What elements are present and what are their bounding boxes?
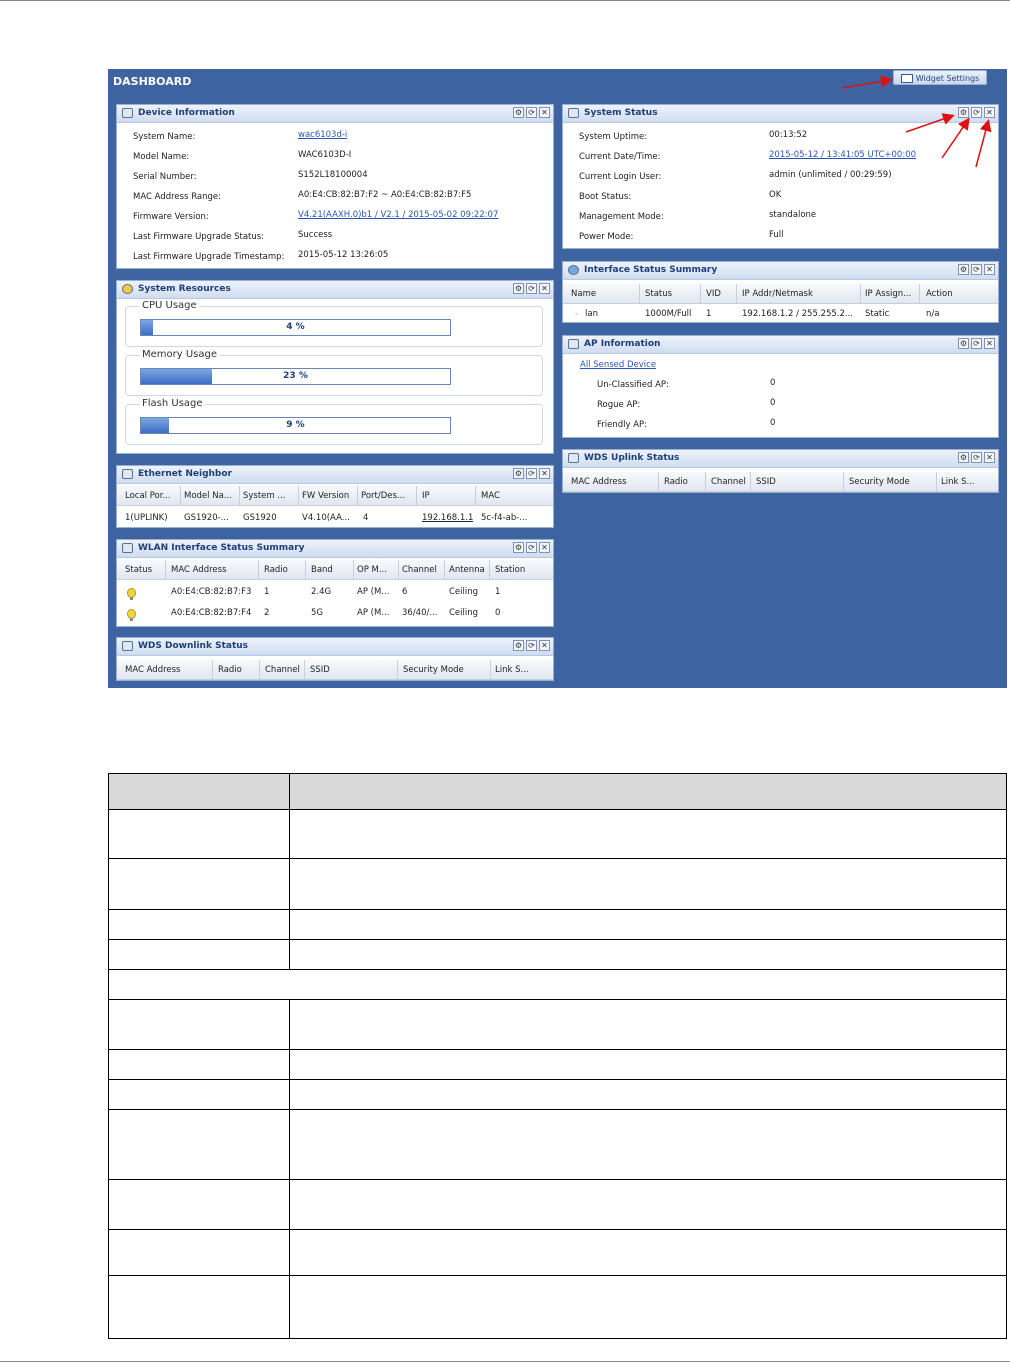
settings-gear-icon[interactable]: ⚙: [959, 453, 968, 462]
kv-value: 0: [770, 378, 776, 388]
widget-title: WDS Uplink Status: [584, 453, 680, 463]
widget-title: AP Information: [584, 339, 661, 349]
kv-label: Boot Status:: [579, 192, 632, 202]
kv-value: Full: [769, 230, 784, 240]
table-cell: [290, 774, 1007, 810]
flash-usage-box: [125, 398, 543, 445]
kv-label: Last Firmware Upgrade Status:: [133, 232, 265, 242]
flash-usage-bar: [140, 417, 451, 434]
arrow-refresh: [942, 120, 968, 158]
refresh-icon[interactable]: ⟳: [971, 264, 982, 275]
kv-value: A0:E4:CB:82:B7:F2 ~ A0:E4:CB:82:B7:F5: [298, 190, 472, 200]
ap-information-widget: [562, 335, 999, 438]
close-icon[interactable]: ✕: [984, 452, 995, 463]
kv-value: admin (unlimited / 00:29:59): [769, 170, 892, 180]
table-cell: [109, 810, 290, 859]
interface-status-widget: [562, 261, 999, 323]
widget-header: [117, 540, 553, 558]
column-header[interactable]: IP: [422, 491, 430, 501]
network-icon: [122, 543, 133, 553]
widget-title: Ethernet Neighbor: [138, 469, 232, 479]
table-cell: [109, 1000, 290, 1050]
table-cell: AP (M...: [357, 608, 390, 618]
arrow-close: [976, 122, 988, 167]
flash-usage-text: 9 %: [286, 420, 305, 430]
widget-header: [563, 450, 998, 468]
kv-label: System Uptime:: [579, 132, 648, 142]
resources-icon: [122, 284, 133, 294]
column-header[interactable]: Port/Des...: [361, 491, 406, 501]
firmware-version-link[interactable]: V4.21(AAXH.0)b1 / V2.1 / 2015-05-02 09:22:07: [298, 210, 499, 220]
dashboard-title: DASHBOARD: [113, 75, 192, 88]
column-header[interactable]: Local Por...: [125, 491, 171, 501]
column-header[interactable]: SSID: [756, 477, 776, 487]
bottom-rule: [0, 1361, 1010, 1362]
current-date-time-link[interactable]: 2015-05-12 / 13:41:05 UTC+00:00: [769, 150, 917, 160]
table-cell: [290, 1000, 1007, 1050]
table-cell: [109, 774, 290, 810]
table-cell: GS1920-...: [184, 513, 229, 523]
cpu-usage-text: 4 %: [286, 322, 305, 332]
kv-label: Serial Number:: [133, 172, 197, 182]
annotation-arrows: [0, 60, 1010, 260]
kv-label: Current Date/Time:: [579, 152, 661, 162]
table-cell: Ceiling: [449, 608, 479, 618]
column-header[interactable]: Security Mode: [403, 665, 464, 675]
ethernet-neighbor-widget: [116, 465, 554, 528]
table-cell: Static: [865, 309, 890, 319]
table-cell: 2: [264, 608, 270, 618]
table-cell: V4.10(AA...: [302, 513, 350, 523]
table-cell: 1000M/Full: [645, 309, 692, 319]
wds-uplink-widget: [562, 449, 999, 493]
kv-value: S152L18100004: [298, 170, 368, 180]
column-header[interactable]: Channel: [402, 565, 437, 575]
refresh-icon[interactable]: ⟳: [971, 107, 982, 118]
column-header[interactable]: Link S...: [941, 477, 975, 487]
column-header[interactable]: IP Addr/Netmask: [742, 289, 813, 299]
close-icon[interactable]: ✕: [539, 542, 550, 553]
settings-gear-icon[interactable]: ⚙: [514, 641, 523, 650]
close-icon[interactable]: ✕: [984, 264, 995, 275]
table-cell: AP (M...: [357, 587, 390, 597]
table-cell: [290, 1230, 1007, 1276]
memory-usage-box: [125, 349, 543, 396]
table-cell: [109, 1110, 290, 1180]
widget-header: [563, 262, 998, 280]
status-bulb-icon: [127, 588, 136, 598]
table-header: [563, 284, 998, 304]
column-header[interactable]: IP Assign...: [865, 289, 912, 299]
table-cell: [109, 1230, 290, 1276]
table-cell: 6: [402, 587, 408, 597]
table-cell: [290, 910, 1007, 940]
table-cell: 1(UPLINK): [125, 513, 168, 523]
table-cell: A0:E4:CB:82:B7:F3: [171, 587, 252, 597]
kv-value: Success: [298, 230, 333, 240]
column-header[interactable]: MAC Address: [171, 565, 227, 575]
column-header[interactable]: Channel: [711, 477, 746, 487]
column-header[interactable]: MAC: [481, 491, 500, 501]
kv-label: Firmware Version:: [133, 212, 209, 222]
column-header[interactable]: Status: [125, 565, 153, 575]
widget-title: System Resources: [138, 284, 231, 294]
column-header[interactable]: Link S...: [495, 665, 529, 675]
settings-gear-icon[interactable]: ⚙: [514, 284, 523, 293]
kv-value: 0: [770, 398, 776, 408]
refresh-icon[interactable]: ⟳: [526, 542, 537, 553]
column-header[interactable]: MAC Address: [571, 477, 627, 487]
network-icon: [122, 641, 133, 651]
table-cell: 36/40/...: [402, 608, 438, 618]
widget-header: [117, 281, 553, 299]
system-resources-widget: [116, 280, 554, 454]
table-cell: [109, 1080, 290, 1110]
kv-label: Last Firmware Upgrade Timestamp:: [133, 252, 285, 262]
kv-label: Rogue AP:: [597, 400, 641, 410]
system-name-link[interactable]: wac6103d-i: [298, 130, 348, 140]
network-icon: [122, 469, 133, 479]
globe-icon: [568, 265, 579, 275]
column-header[interactable]: Status: [645, 289, 673, 299]
table-header: [117, 660, 553, 680]
refresh-icon[interactable]: ⟳: [971, 452, 982, 463]
refresh-icon[interactable]: ⟳: [526, 640, 537, 651]
close-icon[interactable]: ✕: [539, 640, 550, 651]
column-header[interactable]: Radio: [664, 477, 688, 487]
table-cell: 5c-f4-ab-...: [481, 513, 528, 523]
widget-settings-label: Widget Settings: [915, 74, 980, 83]
kv-label: System Name:: [133, 132, 196, 142]
table-cell: [290, 1276, 1007, 1339]
table-header: [117, 560, 553, 580]
table-cell: 5G: [311, 608, 323, 618]
kv-value: standalone: [769, 210, 817, 220]
refresh-icon[interactable]: ⟳: [526, 468, 537, 479]
widget-header: [563, 336, 998, 354]
table-cell: [109, 1180, 290, 1230]
column-header[interactable]: VID: [706, 289, 721, 299]
refresh-icon[interactable]: ⟳: [526, 283, 537, 294]
table-cell: Ceiling: [449, 587, 479, 597]
network-icon: [568, 339, 579, 349]
widget-header: [117, 638, 553, 656]
settings-gear-icon[interactable]: ⚙: [959, 339, 968, 348]
table-cell: [290, 859, 1007, 910]
column-header[interactable]: OP M...: [357, 565, 387, 575]
settings-gear-icon[interactable]: ⚙: [514, 543, 523, 552]
table-cell: [290, 810, 1007, 859]
widget-title: Interface Status Summary: [584, 265, 718, 275]
all-sensed-device-link[interactable]: All Sensed Device: [580, 360, 657, 370]
kv-value: WAC6103D-I: [298, 150, 352, 160]
cpu-usage-bar: [140, 319, 451, 336]
close-icon[interactable]: ✕: [984, 338, 995, 349]
table-cell: 0: [495, 608, 501, 618]
table-cell: [290, 1180, 1007, 1230]
refresh-icon[interactable]: ⟳: [971, 338, 982, 349]
widget-title: Device Information: [138, 108, 235, 118]
memory-usage-bar: [140, 368, 451, 385]
table-cell: [109, 1276, 290, 1339]
table-cell: [109, 859, 290, 910]
column-header[interactable]: Radio: [264, 565, 288, 575]
kv-label: Model Name:: [133, 152, 190, 162]
table-cell: [109, 970, 1007, 1000]
kv-label: MAC Address Range:: [133, 192, 221, 202]
table-cell: 192.168.1.2 / 255.255.2...: [742, 309, 854, 319]
table-header: [563, 472, 998, 492]
table-cell: GS1920: [243, 513, 277, 523]
neighbor-ip-link[interactable]: 192.168.1.1: [422, 513, 474, 523]
settings-gear-icon[interactable]: ⚙: [514, 108, 523, 117]
column-header[interactable]: Channel: [265, 665, 300, 675]
settings-gear-icon[interactable]: ⚙: [959, 108, 968, 117]
top-rule: [0, 0, 1010, 1]
column-header[interactable]: Band: [311, 565, 333, 575]
widget-title: System Status: [584, 108, 658, 118]
kv-value: OK: [769, 190, 782, 200]
table-cell: 1: [495, 587, 501, 597]
status-bulb-icon: [127, 609, 136, 619]
table-cell: [290, 1050, 1007, 1080]
column-header[interactable]: Antenna: [449, 565, 485, 575]
table-cell: [109, 1050, 290, 1080]
column-header[interactable]: FW Version: [302, 491, 350, 501]
column-header[interactable]: SSID: [310, 665, 330, 675]
table-header: [117, 486, 553, 506]
cpu-usage-box: [125, 300, 543, 347]
kv-value: 2015-05-12 13:26:05: [298, 250, 389, 260]
table-cell: 1: [264, 587, 270, 597]
kv-value: 0: [770, 418, 776, 428]
column-header[interactable]: Action: [926, 289, 953, 299]
table-cell: A0:E4:CB:82:B7:F4: [171, 608, 252, 618]
table-cell: [109, 940, 290, 970]
close-icon[interactable]: ✕: [539, 107, 550, 118]
table-cell: n/a: [926, 309, 940, 319]
table-cell: [109, 910, 290, 940]
table-cell: lan: [585, 309, 598, 319]
widget-title: WDS Downlink Status: [138, 641, 249, 651]
kv-label: Friendly AP:: [597, 420, 648, 430]
close-icon[interactable]: ✕: [539, 283, 550, 294]
cpu-usage-label: CPU Usage: [142, 300, 197, 311]
kv-label: Current Login User:: [579, 172, 662, 182]
refresh-icon[interactable]: ⟳: [526, 107, 537, 118]
kv-value: 00:13:52: [769, 130, 808, 140]
arrow-widget-settings: [842, 80, 890, 88]
kv-label: Management Mode:: [579, 212, 664, 222]
table-cell: [290, 1080, 1007, 1110]
flash-usage-label: Flash Usage: [142, 398, 203, 409]
column-header[interactable]: MAC Address: [125, 665, 181, 675]
table-cell: 1: [706, 309, 712, 319]
wds-downlink-widget: [116, 637, 554, 681]
memory-usage-text: 23 %: [283, 371, 308, 381]
table-cell: [290, 940, 1007, 970]
column-header[interactable]: Security Mode: [849, 477, 910, 487]
column-header[interactable]: System ...: [243, 491, 286, 501]
settings-gear-icon[interactable]: ⚙: [514, 469, 523, 478]
kv-label: Power Mode:: [579, 232, 634, 242]
arrow-gear: [906, 116, 952, 132]
column-header[interactable]: Radio: [218, 665, 242, 675]
settings-gear-icon[interactable]: ⚙: [959, 265, 968, 274]
close-icon[interactable]: ✕: [539, 468, 550, 479]
network-icon: [568, 453, 579, 463]
close-icon[interactable]: ✕: [984, 107, 995, 118]
widget-header: [117, 466, 553, 484]
column-header[interactable]: Model Na...: [184, 491, 232, 501]
table-cell: [290, 1110, 1007, 1180]
memory-usage-label: Memory Usage: [142, 349, 218, 360]
column-header[interactable]: Name: [571, 289, 597, 299]
widget-title: WLAN Interface Status Summary: [138, 543, 305, 553]
table-cell: 4: [363, 513, 369, 523]
table-cell: 2.4G: [311, 587, 332, 597]
tree-expander-icon[interactable]: -: [575, 309, 579, 319]
column-header[interactable]: Station: [495, 565, 526, 575]
kv-label: Un-Classified AP:: [597, 380, 669, 390]
wlan-interface-widget: [116, 539, 554, 627]
description-table: [108, 773, 1007, 1339]
